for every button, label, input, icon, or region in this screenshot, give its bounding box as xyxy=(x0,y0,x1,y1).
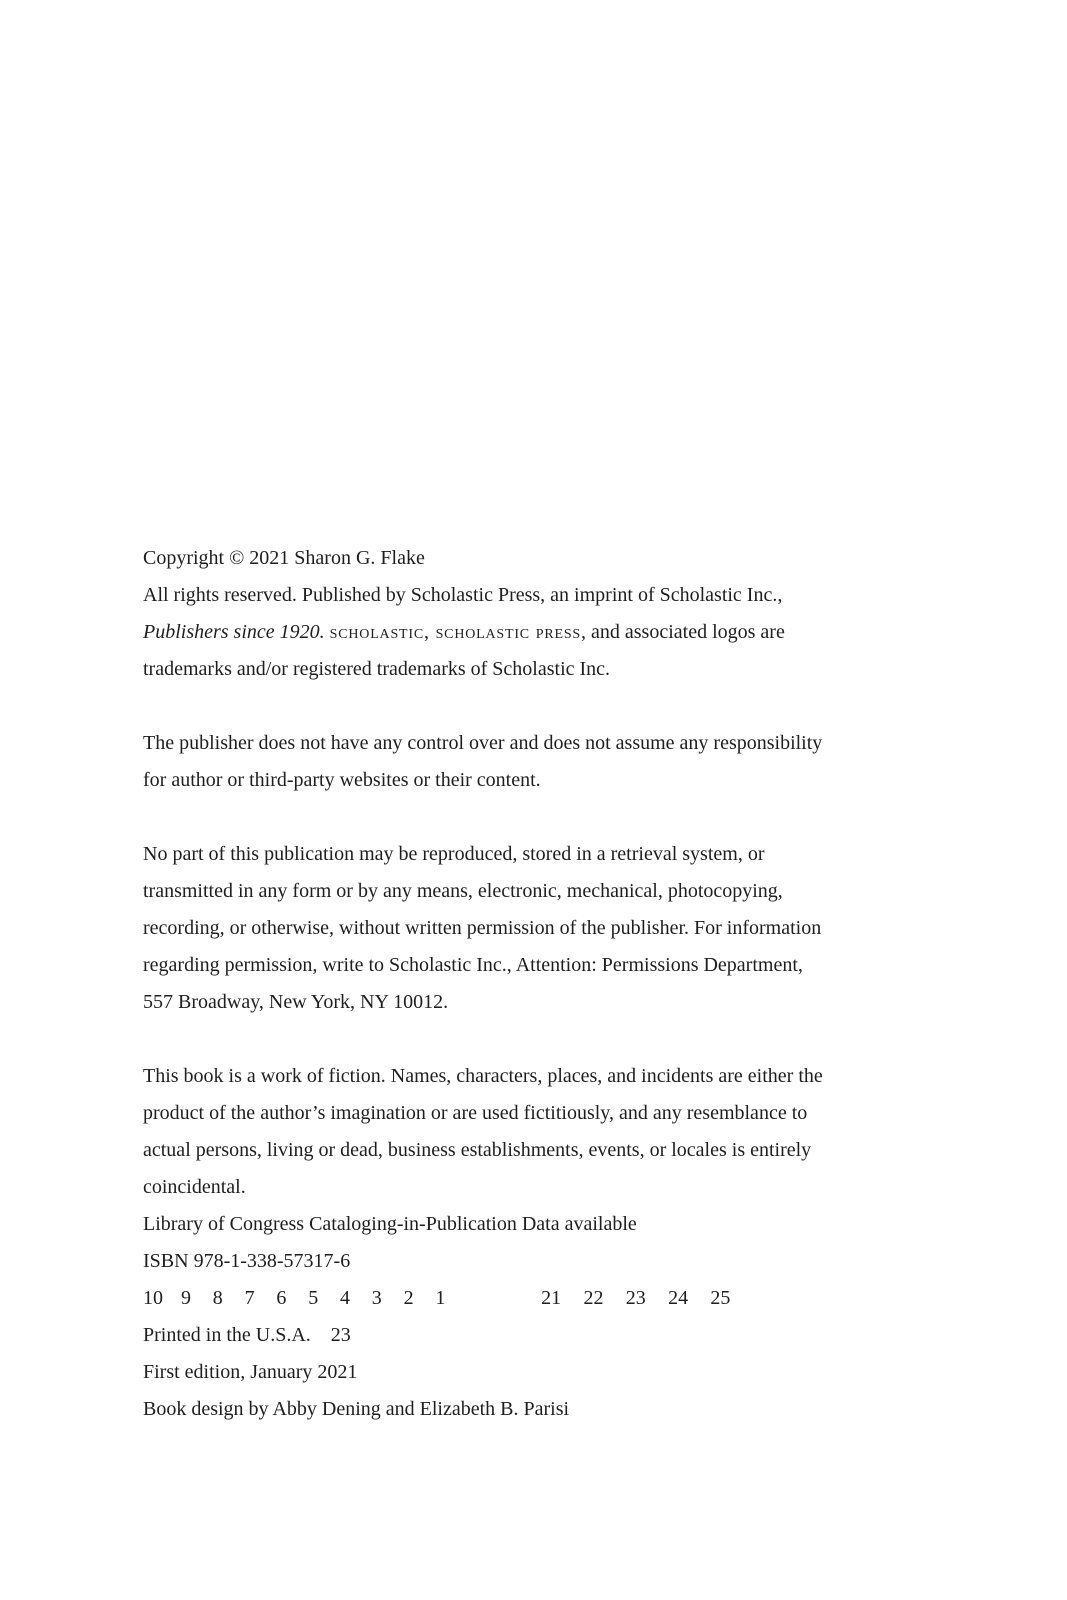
printing-number: 7 xyxy=(244,1287,255,1309)
rights-line-1: All rights reserved. Published by Scholastic Press, an imprint of Scholastic Inc., xyxy=(143,584,783,606)
printing-number: 3 xyxy=(371,1287,382,1309)
year-number: 24 xyxy=(668,1287,689,1309)
paragraph-gap xyxy=(143,799,903,836)
reproduction-line: recording, or otherwise, without written permission of the publisher. For information xyxy=(143,917,822,939)
printing-number: 2 xyxy=(403,1287,414,1309)
copyright-line: Copyright © 2021 Sharon G. Flake xyxy=(143,547,425,569)
paragraph-gap xyxy=(143,688,903,725)
design-credit-line: Book design by Abby Dening and Elizabeth B. Parisi xyxy=(143,1398,570,1420)
publishers-since: Publishers since 1920. xyxy=(143,621,325,643)
cip-line: Library of Congress Cataloging-in-Publication Data available xyxy=(143,1213,637,1235)
fiction-line: This book is a work of fiction. Names, characters, places, and incidents are either the xyxy=(143,1065,823,1087)
reproduction-line: 557 Broadway, New York, NY 10012. xyxy=(143,991,449,1013)
year-number: 21 xyxy=(541,1287,562,1309)
printing-number: 10 xyxy=(143,1287,163,1309)
fiction-line: coincidental. xyxy=(143,1176,246,1198)
printing-number: 9 xyxy=(181,1287,191,1309)
printing-number: 1 xyxy=(435,1287,446,1309)
printing-number: 5 xyxy=(308,1287,319,1309)
printed-line xyxy=(143,1317,903,1354)
reproduction-line: regarding permission, write to Scholastic Inc., Attention: Permissions Department, xyxy=(143,954,803,976)
printed-code: 23 xyxy=(330,1324,351,1346)
disclaimer-line: for author or third-party websites or their content. xyxy=(143,769,541,791)
printing-line xyxy=(143,1280,903,1317)
year-number: 23 xyxy=(625,1287,646,1309)
year-number: 25 xyxy=(710,1287,731,1309)
printing-number: 6 xyxy=(276,1287,287,1309)
reproduction-line: No part of this publication may be reproduced, stored in a retrieval system, or xyxy=(143,843,765,865)
rights-line-2-rest: , and associated logos are xyxy=(581,621,785,643)
fiction-line: product of the author’s imagination or are used fictitiously, and any resemblance to xyxy=(143,1102,808,1124)
paragraph-gap xyxy=(143,1021,903,1058)
printing-number: 8 xyxy=(212,1287,223,1309)
rights-line-2 xyxy=(143,614,903,651)
copyright-text-block xyxy=(143,540,903,1428)
trademark-names: scholastic, scholastic press xyxy=(329,621,581,643)
printed-label: Printed in the U.S.A. xyxy=(143,1324,311,1346)
year-number: 22 xyxy=(583,1287,604,1309)
rights-line-3: trademarks and/or registered trademarks of Scholastic Inc. xyxy=(143,658,611,680)
reproduction-line: transmitted in any form or by any means, electronic, mechanical, photocopying, xyxy=(143,880,783,902)
isbn-line: ISBN 978-1-338-57317-6 xyxy=(143,1250,351,1272)
edition-line: First edition, January 2021 xyxy=(143,1361,358,1383)
fiction-line: actual persons, living or dead, business establishments, events, or locales is entirely xyxy=(143,1139,812,1161)
printing-number: 4 xyxy=(339,1287,350,1309)
disclaimer-line: The publisher does not have any control over and does not assume any responsibility xyxy=(143,732,823,754)
